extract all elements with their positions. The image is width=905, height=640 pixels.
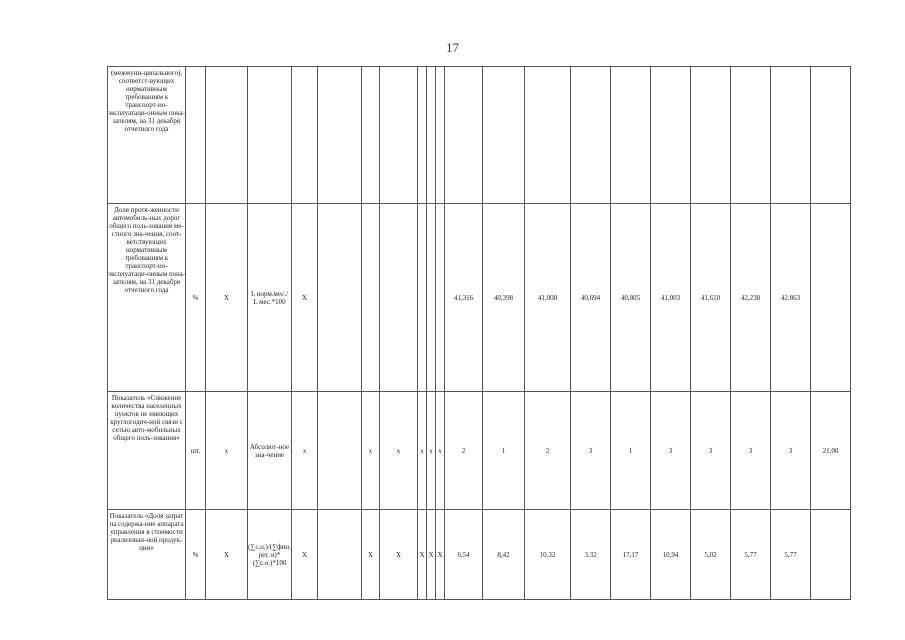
value-cell	[571, 67, 611, 204]
cell	[318, 510, 362, 600]
cell: x	[436, 392, 445, 510]
cell: x	[427, 392, 436, 510]
value-cell	[691, 67, 731, 204]
table-row	[108, 67, 851, 204]
value-cell	[483, 67, 525, 204]
value-cell: 40,398	[483, 204, 525, 392]
cell	[362, 67, 380, 204]
cell	[418, 204, 427, 392]
cell	[318, 392, 362, 510]
cell: x	[418, 392, 427, 510]
ref-cell: X	[206, 204, 248, 392]
cell	[436, 204, 445, 392]
value-cell: 6,54	[445, 510, 483, 600]
value-cell	[445, 67, 483, 204]
cell	[318, 67, 362, 204]
value-cell: 41,003	[651, 204, 691, 392]
cell	[362, 204, 380, 392]
cell	[436, 67, 445, 204]
value-cell	[611, 67, 651, 204]
value-cell: 2	[445, 392, 483, 510]
indicator-name: (межмуни-ципального), соответст-вующих нормативным требованиям к транспорт-но-эксплуатаци-онным пока-зателям, на 31 декабря отчетного года	[108, 67, 186, 204]
cell: X	[427, 510, 436, 600]
formula-cell	[248, 67, 292, 204]
total-cell	[811, 204, 851, 392]
value-cell: 41,316	[445, 204, 483, 392]
value-cell: 3	[691, 392, 731, 510]
cell: X	[292, 204, 318, 392]
value-cell: 5,77	[731, 510, 771, 600]
unit-cell	[186, 67, 206, 204]
value-cell: 5,77	[771, 510, 811, 600]
value-cell: 42,863	[771, 204, 811, 392]
value-cell: 17,17	[611, 510, 651, 600]
total-cell: 21,00	[811, 392, 851, 510]
unit-cell: %	[186, 204, 206, 392]
ref-cell: X	[206, 510, 248, 600]
value-cell: 5,02	[691, 510, 731, 600]
cell: x	[292, 392, 318, 510]
indicator-name: Показатель «Снижение количества населенных пунктов не имеющих круглогодич-ной связи с сетью авто-мобильных общего поль-зования»	[108, 392, 186, 510]
cell	[427, 67, 436, 204]
value-cell: 2	[525, 392, 571, 510]
value-cell: 3	[651, 392, 691, 510]
value-cell	[771, 67, 811, 204]
total-cell	[811, 67, 851, 204]
value-cell: 3	[571, 392, 611, 510]
value-cell: 42,238	[731, 204, 771, 392]
indicator-name: Доля протя-женности автомобиль-ных дорог общего поль-зования ме-стного зна-чения, соот-ветствующих нормативным требованиям к транспорт-но-эксплуатаци-онным пока-зателям, на 31 декабря отчетного года	[108, 204, 186, 392]
table-row	[108, 204, 851, 392]
table-row	[108, 510, 851, 600]
cell	[318, 204, 362, 392]
value-cell	[525, 67, 571, 204]
formula-cell: L норм.мес./ L мес.*100	[248, 204, 292, 392]
value-cell: 1	[611, 392, 651, 510]
value-cell	[651, 67, 691, 204]
table-row	[108, 392, 851, 510]
value-cell: 40,805	[611, 204, 651, 392]
value-cell: 10,32	[525, 510, 571, 600]
cell	[427, 204, 436, 392]
ref-cell: x	[206, 392, 248, 510]
cell: X	[292, 510, 318, 600]
formula-cell: Абсолют-ное зна-чение	[248, 392, 292, 510]
cell	[292, 67, 318, 204]
total-cell	[811, 510, 851, 600]
unit-cell: шт.	[186, 392, 206, 510]
ref-cell	[206, 67, 248, 204]
value-cell: 8,42	[483, 510, 525, 600]
value-cell: 3	[731, 392, 771, 510]
value-cell: 3	[771, 392, 811, 510]
unit-cell: %	[186, 510, 206, 600]
value-cell: 40,694	[571, 204, 611, 392]
value-cell	[731, 67, 771, 204]
cell	[380, 67, 418, 204]
cell	[418, 67, 427, 204]
cell: X	[380, 510, 418, 600]
cell: X	[362, 510, 380, 600]
formula-cell: (∑с.о.)/(∑фин. рег. в)*(∑с.о.)*100	[248, 510, 292, 600]
value-cell: 41,610	[691, 204, 731, 392]
value-cell: 41,008	[525, 204, 571, 392]
cell: x	[380, 392, 418, 510]
indicator-name: Показатель «Доля затрат на содержа-ние аппарата управления в стоимости реализован-ной продук-ции»	[108, 510, 186, 600]
value-cell: 1	[483, 392, 525, 510]
indicators-table	[107, 66, 851, 600]
cell: X	[436, 510, 445, 600]
cell	[380, 204, 418, 392]
cell: X	[418, 510, 427, 600]
value-cell: 3,32	[571, 510, 611, 600]
value-cell: 10,94	[651, 510, 691, 600]
cell: x	[362, 392, 380, 510]
page-number: 17	[446, 40, 459, 55]
